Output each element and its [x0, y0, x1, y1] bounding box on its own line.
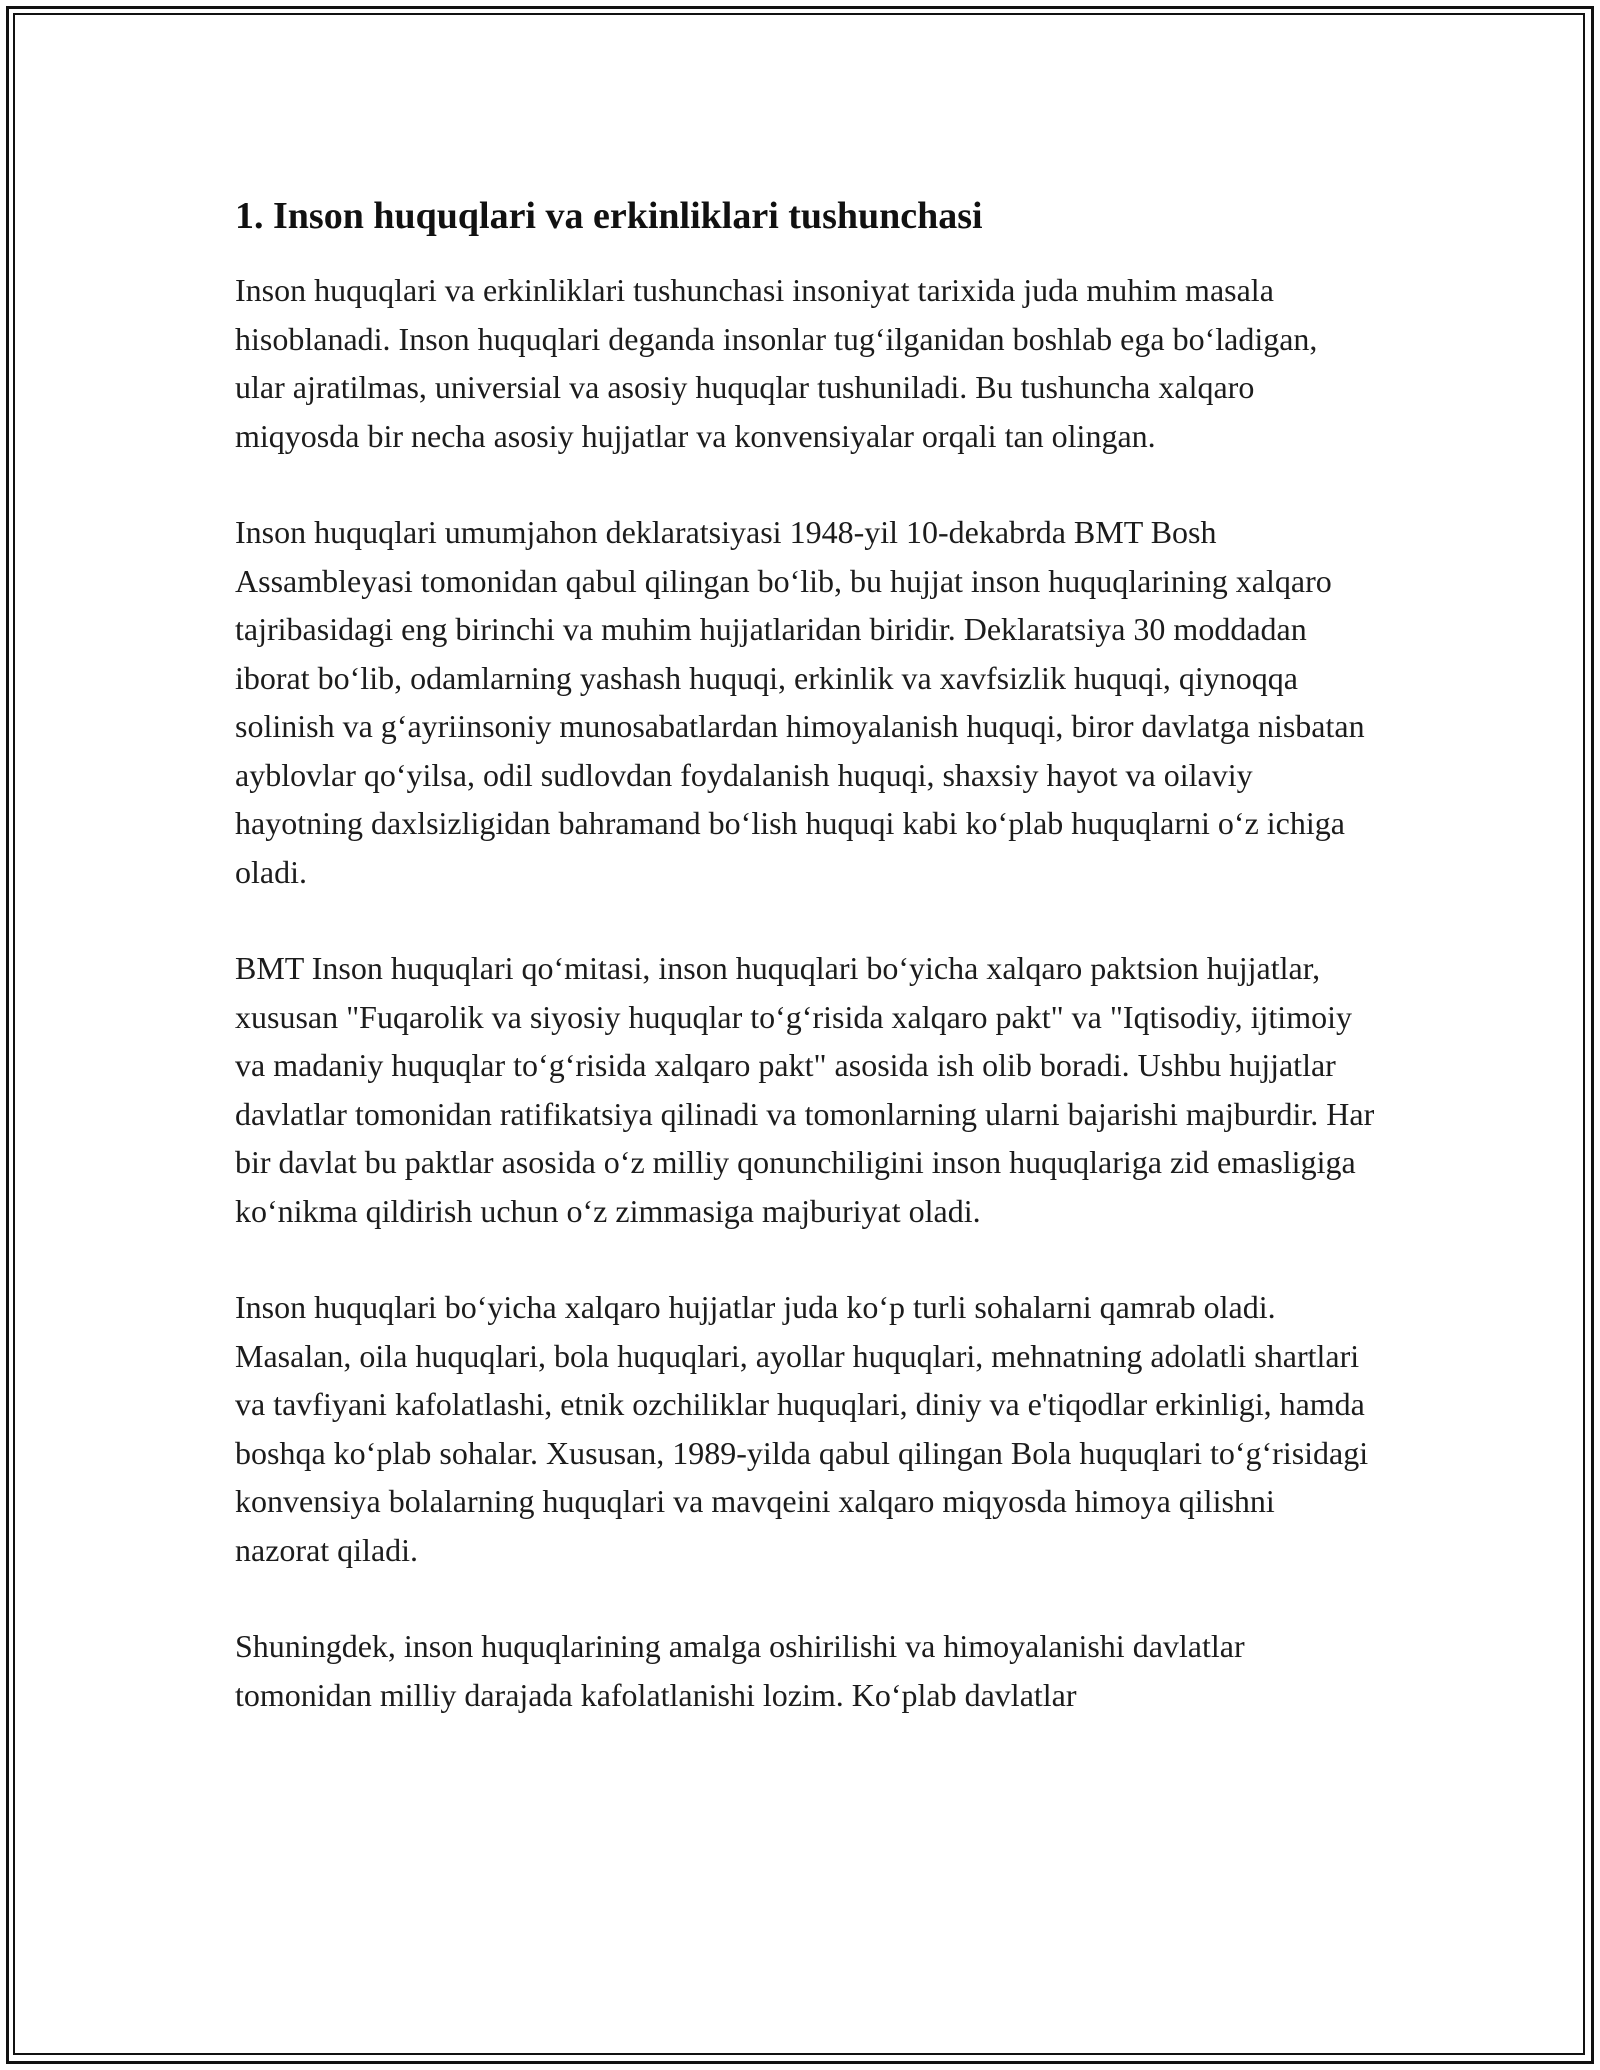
section-heading: 1. Inson huquqlari va erkinliklari tushunchasi — [235, 195, 983, 237]
paragraph-5: Shuningdek, inson huquqlarining amalga oshirilishi va himoyalanishi davlatlar tomonidan milliy darajada kafolatlanishi lozim. Ko‘plab davlatlar — [235, 1628, 1245, 1713]
paragraph-2: Inson huquqlari umumjahon deklaratsiyasi 1948-yil 10-dekabrda BMT Bosh Assambleyasi tomonidan qabul qilingan bo‘lib, bu hujjat inson huquqlarining xalqaro tajribasidagi eng birinchi va muhim hujjatlaridan biridir. Deklaratsiya 30 moddadan iborat bo‘lib, odamlarning yashash huquqi, erkinlik va xavfsizlik huquqi, qiynoqqa solinish va g‘ayriinsoniy munosabatlardan himoyalanish huquqi, biror davlatga nisbatan ayblovlar qo‘yilsa, odil sudlovdan foydalanish huquqi, shaxsiy hayot va oilaviy hayotning daxlsizligidan bahramand bo‘lish huquqi kabi ko‘plab huquqlarni o‘z ichiga oladi. — [235, 514, 1365, 890]
paragraph-1: Inson huquqlari va erkinliklari tushunchasi insoniyat tarixida juda muhim masala hisoblanadi. Inson huquqlari deganda insonlar tug‘ilganidan boshlab ega bo‘ladigan, ular ajratilmas, universial va asosiy huquqlar tushuniladi. Bu tushuncha xalqaro miqyosda bir necha asosiy hujjatlar va konvensiyalar orqali tan olingan. — [235, 272, 1318, 454]
paragraph-3: BMT Inson huquqlari qo‘mitasi, inson huquqlari bo‘yicha xalqaro paktsion hujjatlar, xususan "Fuqarolik va siyosiy huquqlar to‘g‘risida xalqaro pakt" va "Iqtisodiy, ijtimoiy va madaniy huquqlar to‘g‘risida xalqaro pakt" asosida ish olib boradi. Ushbu hujjatlar davlatlar tomonidan ratifikatsiya qilinadi va tomonlarning ularni bajarishi majburdir. Har bir davlat bu paktlar asosida o‘z milliy qonunchiligini inson huquqlariga zid emasligiga ko‘nikma qildirish uchun o‘z zimmasiga majburiyat oladi. — [235, 950, 1375, 1229]
document-page — [235, 188, 1375, 1767]
paragraph-4: Inson huquqlari bo‘yicha xalqaro hujjatlar juda ko‘p turli sohalarni qamrab oladi. Masalan, oila huquqlari, bola huquqlari, ayollar huquqlari, mehnatning adolatli shartlari va tavfiyani kafolatlashi, etnik ozchiliklar huquqlari, diniy va e'tiqodlar erkinligi, hamda boshqa ko‘plab sohalar. Xususan, 1989-yilda qabul qilingan Bola huquqlari to‘g‘risidagi konvensiya bolalarning huquqlari va mavqeini xalqaro miqyosda himoya qilishni nazorat qiladi. — [235, 1289, 1369, 1568]
